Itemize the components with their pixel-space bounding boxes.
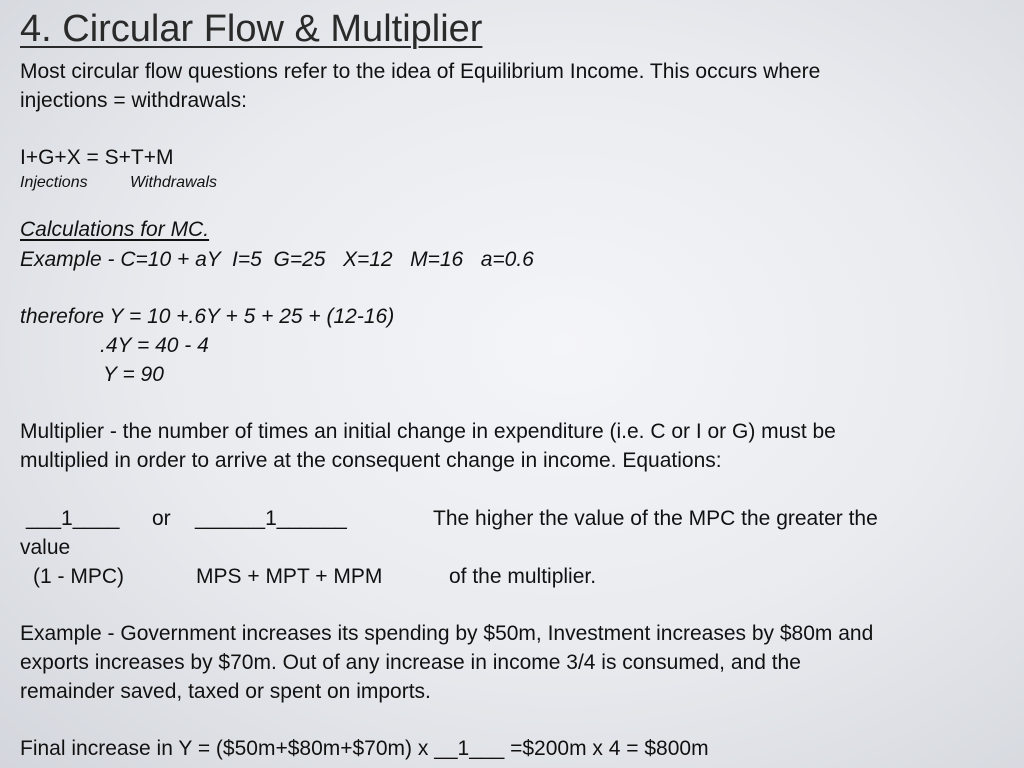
example-2-line-3: remainder saved, taxed or spent on imports. xyxy=(20,680,431,703)
multiplier-definition-line-2: multiplied in order to arrive at the consequent change in income. Equations: xyxy=(20,449,722,472)
value-word: value xyxy=(20,536,71,559)
mpc-statement: The higher the value of the MPC the greater the xyxy=(433,507,878,530)
of-multiplier-text: of the multiplier. xyxy=(449,565,597,588)
intro-line-2: injections = withdrawals: xyxy=(20,89,248,112)
example-2-line-1: Example - Government increases its spending by $50m, Investment increases by $80m and xyxy=(20,622,874,645)
therefore-line-2: .4Y = 40 - 4 xyxy=(100,334,209,357)
or-word: or xyxy=(152,507,171,530)
equilibrium-equation: I+G+X = S+T+M xyxy=(20,146,174,169)
final-increase-line xyxy=(20,734,709,763)
therefore-line-1: therefore Y = 10 +.6Y + 5 + 25 + (12-16) xyxy=(20,305,395,328)
withdrawals-label: Withdrawals xyxy=(130,174,217,191)
final-increase-right: =$200m x 4 = $800m xyxy=(504,737,709,760)
calc-heading: Calculations for MC. xyxy=(20,218,210,241)
example-2-line-2: exports increases by $70m. Out of any increase in income 3/4 is consumed, and the xyxy=(20,651,801,674)
final-increase-left: Final increase in Y = ($50m+$80m+$70m) x xyxy=(20,737,435,760)
fraction-1-numerator: ___1____ xyxy=(26,507,120,530)
fraction-2-denominator: MPS + MPT + MPM xyxy=(196,565,383,588)
injections-label: Injections xyxy=(20,174,88,191)
calc-example: Example - C=10 + aY I=5 G=25 X=12 M=16 a=0.6 xyxy=(20,248,534,271)
slide-title: 4. Circular Flow & Multiplier xyxy=(20,8,483,50)
final-fraction: __1___ xyxy=(434,737,505,760)
therefore-line-3: Y = 90 xyxy=(103,363,164,386)
fraction-1-denominator: (1 - MPC) xyxy=(33,565,124,588)
multiplier-definition-line-1: Multiplier - the number of times an initial change in expenditure (i.e. C or I or G) must be xyxy=(20,420,836,443)
intro-line-1: Most circular flow questions refer to the idea of Equilibrium Income. This occurs where xyxy=(20,60,821,83)
fraction-2-numerator: ______1______ xyxy=(195,507,347,530)
